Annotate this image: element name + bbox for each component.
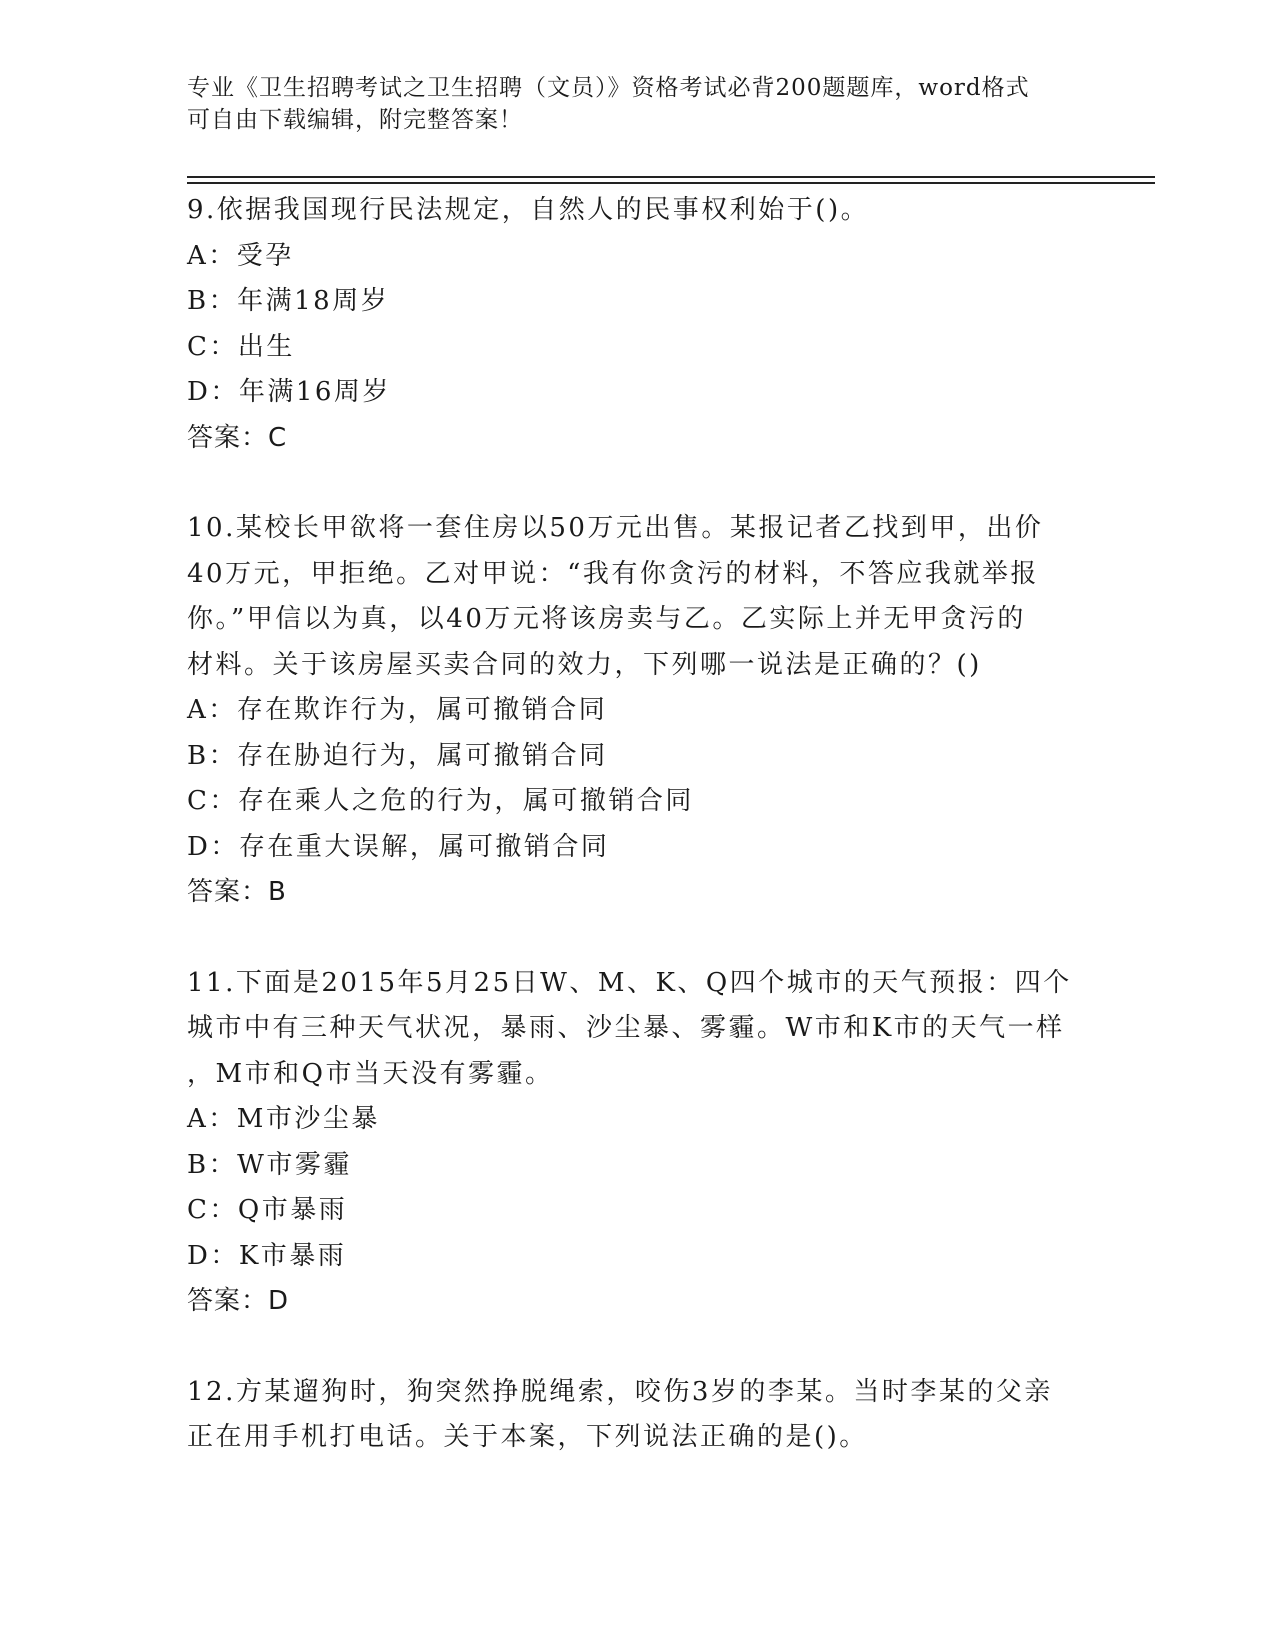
header-rule-bottom xyxy=(187,182,1155,184)
option-b: B：年满18周岁 xyxy=(187,286,390,316)
option-a: A：存在欺诈行为，属可撤销合同 xyxy=(187,695,608,725)
option-d: D：存在重大误解，属可撤销合同 xyxy=(187,831,610,862)
spacer xyxy=(187,916,1087,961)
question-11 xyxy=(187,961,1087,1325)
answer: 答案：B xyxy=(187,877,287,907)
question-text: 材料。关于该房屋买卖合同的效力，下列哪一说法是正确的？() xyxy=(187,649,982,680)
option-a: A：M市沙尘暴 xyxy=(187,1104,380,1134)
option-d: D：年满16周岁 xyxy=(187,377,391,407)
option-b: B：存在胁迫行为，属可撤销合同 xyxy=(187,740,608,771)
option-c: C：Q市暴雨 xyxy=(187,1195,348,1225)
question-text: 12.方某遛狗时，狗突然挣脱绳索，咬伤3岁的李某。当时李某的父亲 xyxy=(187,1376,1053,1407)
option-c: C：存在乘人之危的行为，属可撤销合同 xyxy=(187,786,694,816)
question-text: 城市中有三种天气状况，暴雨、沙尘暴、雾霾。W市和K市的天气一样 xyxy=(187,1013,1065,1043)
question-12 xyxy=(187,1370,1087,1461)
question-10 xyxy=(187,506,1087,916)
option-d: D：K市暴雨 xyxy=(187,1240,347,1271)
question-text: 40万元，甲拒绝。乙对甲说：“我有你贪污的材料，不答应我就举报 xyxy=(187,558,1039,589)
option-c: C：出生 xyxy=(187,331,295,362)
question-list xyxy=(187,188,1087,1461)
question-text: 10.某校长甲欲将一套住房以50万元出售。某报记者乙找到甲，出价 xyxy=(187,513,1044,543)
question-text: 你。”甲信以为真，以40万元将该房卖与乙。乙实际上并无甲贪污的 xyxy=(187,604,1026,634)
question-text: 9.依据我国现行民法规定，自然人的民事权利始于()。 xyxy=(187,195,870,225)
spacer xyxy=(187,1325,1087,1370)
document-header xyxy=(187,72,1087,136)
question-9 xyxy=(187,188,1087,461)
question-text: 11.下面是2015年5月25日W、M、K、Q四个城市的天气预报：四个 xyxy=(187,967,1072,998)
question-text: ，M市和Q市当天没有雾霾。 xyxy=(187,1058,554,1089)
option-b: B：W市雾霾 xyxy=(187,1149,352,1180)
question-text: 正在用手机打电话。关于本案，下列说法正确的是()。 xyxy=(187,1422,868,1452)
header-line-1: 专业《卫生招聘考试之卫生招聘（文员）》资格考试必背200题题库，word格式 xyxy=(187,75,1030,101)
answer: 答案：C xyxy=(187,422,288,453)
spacer xyxy=(187,461,1087,506)
answer: 答案：D xyxy=(187,1286,290,1316)
header-line-2: 可自由下载编辑，附完整答案！ xyxy=(187,107,523,133)
header-rule-top xyxy=(187,176,1155,178)
option-a: A：受孕 xyxy=(187,240,294,271)
